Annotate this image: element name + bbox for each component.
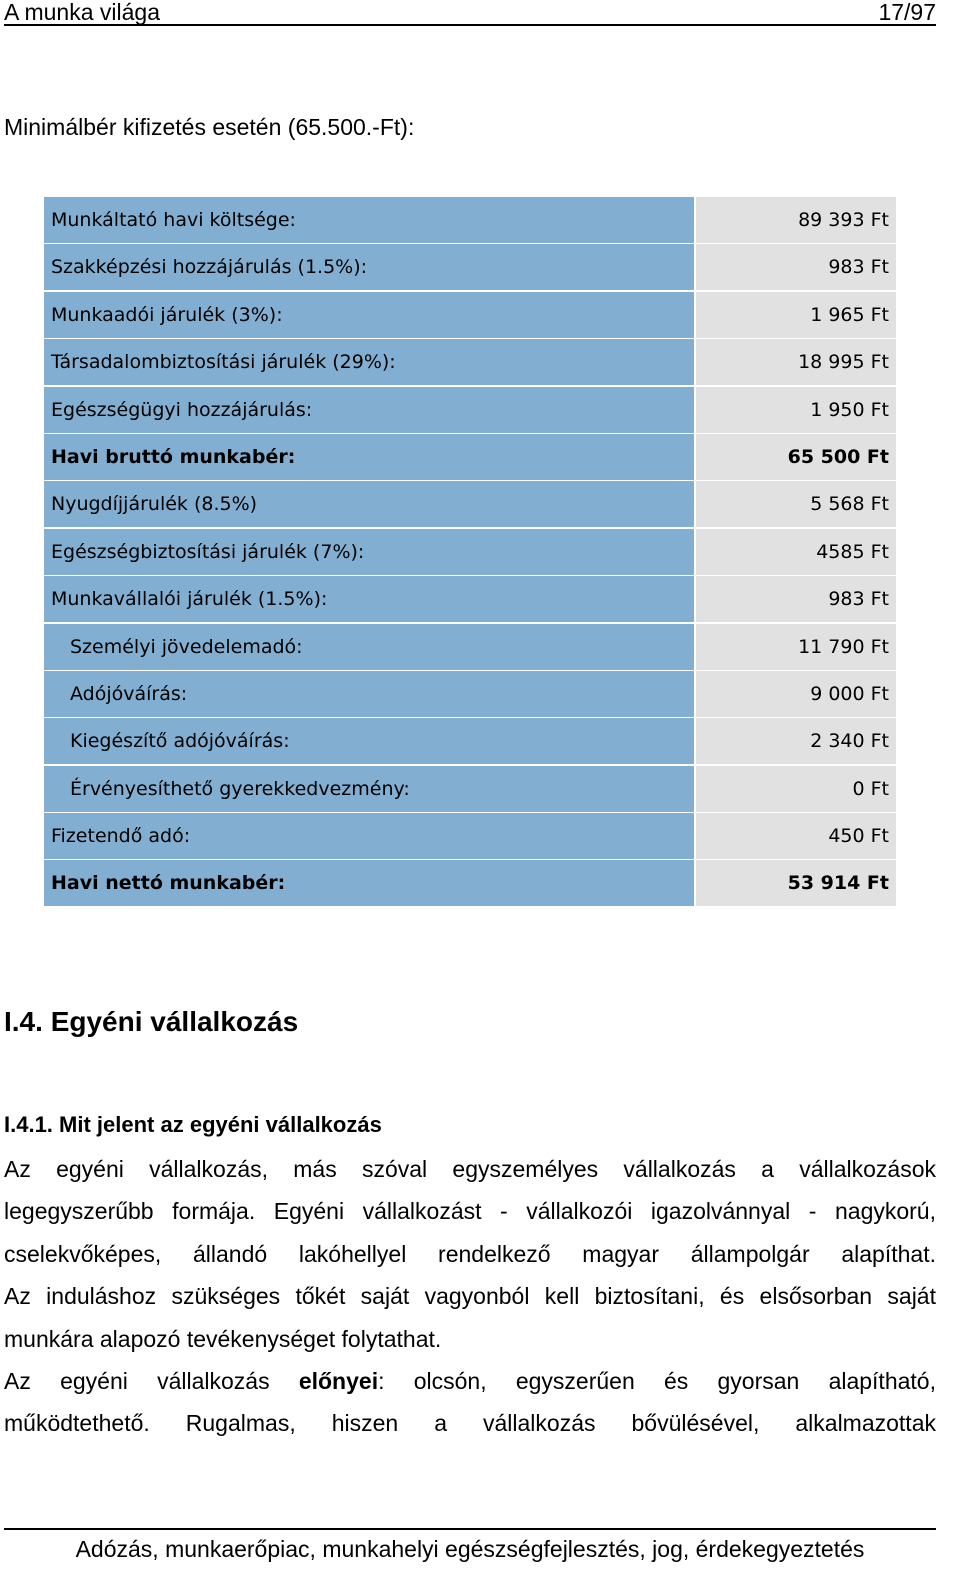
row-label: Adójóváírás: — [44, 671, 694, 717]
row-label: Munkáltató havi költsége: — [44, 197, 694, 243]
table-row — [44, 718, 896, 764]
row-value: 9 000 Ft — [696, 671, 896, 717]
text-run: Az egyéni vállalkozás — [4, 1368, 299, 1394]
table-row — [44, 766, 896, 812]
row-label: Érvényesíthető gyerekkedvezmény: — [44, 766, 694, 812]
wage-table — [44, 197, 896, 908]
row-value: 1 965 Ft — [696, 292, 896, 338]
row-value: 11 790 Ft — [696, 624, 896, 670]
subsection-heading: I.4.1. Mit jelent az egyéni vállalkozás — [4, 1112, 382, 1137]
table-row — [44, 529, 896, 575]
page-header — [4, 0, 936, 26]
intro-text: Minimálbér kifizetés esetén (65.500.-Ft): — [4, 114, 415, 140]
row-value: 0 Ft — [696, 766, 896, 812]
table-row — [44, 671, 896, 717]
row-value: 5 568 Ft — [696, 481, 896, 527]
paragraph-line: Az induláshoz szükséges tőkét saját vagyonból kell biztosítani, és elsősorban saját — [4, 1283, 936, 1310]
row-label: Munkaadói járulék (3%): — [44, 292, 694, 338]
row-label: Társadalombiztosítási járulék (29%): — [44, 339, 694, 385]
row-value: 65 500 Ft — [696, 434, 896, 480]
paragraph-line: Az egyéni vállalkozás, más szóval egyszemélyes vállalkozás a vállalkozások — [4, 1156, 936, 1182]
page-footer: Adózás, munkaerőpiac, munkahelyi egészségfejlesztés, jog, érdekegyeztetés — [4, 1528, 936, 1563]
table-row — [44, 576, 896, 622]
row-label: Szakképzési hozzájárulás (1.5%): — [44, 244, 694, 290]
paragraph-line — [4, 1360, 936, 1402]
table-row — [44, 481, 896, 527]
table-row — [44, 292, 896, 338]
table-row — [44, 813, 896, 859]
paragraph-line: legegyszerűbb formája. Egyéni vállalkozást - vállalkozói igazolvánnyal - nagykorú, — [4, 1198, 936, 1225]
row-label: Munkavállalói járulék (1.5%): — [44, 576, 694, 622]
row-label: Fizetendő adó: — [44, 813, 694, 859]
row-label: Egészségügyi hozzájárulás: — [44, 387, 694, 433]
table-row-gross — [44, 434, 896, 480]
paragraph-line: munkára alapozó tevékenységet folytathat. — [4, 1325, 442, 1352]
text-run: : olcsón, egyszerűen és gyorsan alapítható, — [378, 1368, 936, 1394]
row-label: Havi bruttó munkabér: — [44, 434, 694, 480]
row-value: 4585 Ft — [696, 529, 896, 575]
page-number: 17/97 — [878, 0, 936, 25]
paragraph-2 — [4, 1360, 936, 1445]
table-row — [44, 244, 896, 290]
bold-term: előnyei — [298, 1368, 379, 1394]
row-label: Havi nettó munkabér: — [44, 860, 694, 906]
row-value: 450 Ft — [696, 813, 896, 859]
table-row — [44, 624, 896, 670]
paragraph-line: cselekvőképes, állandó lakóhellyel rendelkező magyar állampolgár alapíthat. — [4, 1240, 936, 1267]
row-label: Nyugdíjjárulék (8.5%) — [44, 481, 694, 527]
row-value: 1 950 Ft — [696, 387, 896, 433]
header-title: A munka világa — [4, 0, 160, 25]
paragraph-1 — [4, 1148, 936, 1360]
table-row — [44, 197, 896, 243]
row-value: 18 995 Ft — [696, 339, 896, 385]
table-row-net — [44, 860, 896, 906]
table-row — [44, 387, 896, 433]
row-label: Egészségbiztosítási járulék (7%): — [44, 529, 694, 575]
row-value: 89 393 Ft — [696, 197, 896, 243]
paragraph-line: működtethető. Rugalmas, hiszen a vállalkozás bővülésével, alkalmazottak — [4, 1410, 936, 1437]
row-value: 2 340 Ft — [696, 718, 896, 764]
row-value: 983 Ft — [696, 244, 896, 290]
row-value: 53 914 Ft — [696, 860, 896, 906]
table-row — [44, 339, 896, 385]
row-label: Személyi jövedelemadó: — [44, 624, 694, 670]
row-value: 983 Ft — [696, 576, 896, 622]
section-heading: I.4. Egyéni vállalkozás — [4, 1006, 299, 1037]
row-label: Kiegészítő adójóváírás: — [44, 718, 694, 764]
